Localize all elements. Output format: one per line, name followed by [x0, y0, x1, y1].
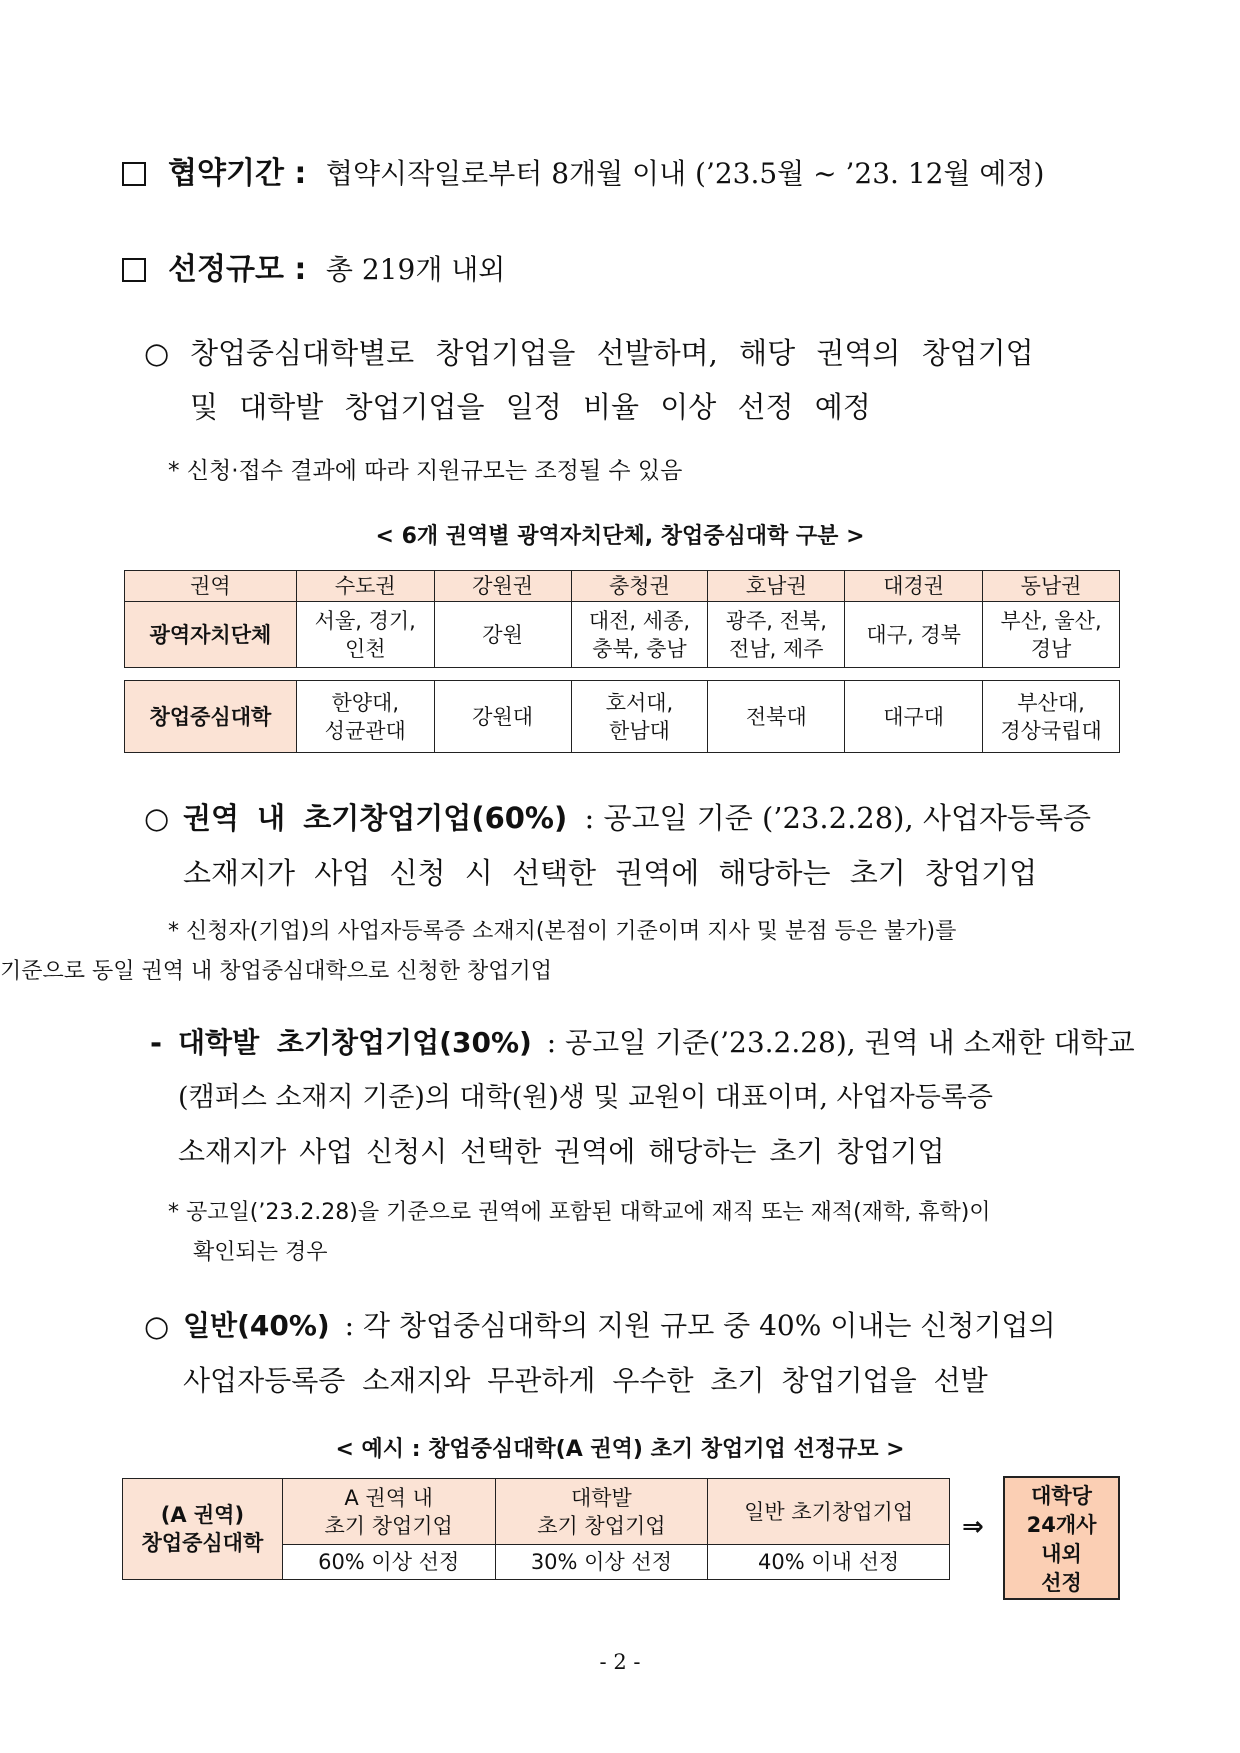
table-header-cell: 권역: [125, 571, 297, 602]
table-header-cell: 충청권: [571, 571, 708, 602]
bullet2-line1-rest: : 공고일 기준 (’23.2.28), 사업자등록증: [584, 801, 1092, 835]
table-cell: 강원: [434, 602, 571, 668]
table2-caption: < 예시 : 창업중심대학(A 권역) 초기 창업기업 선정규모 >: [335, 1437, 905, 1462]
result-line: 내외: [1041, 1542, 1082, 1566]
bullet1-line2: 및 대학발 창업기업을 일정 비율 이상 선정 예정: [190, 390, 871, 424]
period-section: [122, 148, 1044, 192]
bullet2-note-line2: 기준으로 동일 권역 내 창업중심대학으로 신청한 창업기업: [0, 959, 553, 984]
table-header-cell: 수도권: [296, 571, 434, 602]
dash1-line1-rest: : 공고일 기준(’23.2.28), 권역 내 소재한 대학교: [546, 1026, 1135, 1059]
bullet2-line2: 소재지가 사업 신청 시 선택한 권역에 해당하는 초기 창업기업: [183, 856, 1038, 890]
table-header-cell: 동남권: [983, 571, 1120, 602]
table-header-cell: 대학발 초기 창업기업: [495, 1479, 708, 1545]
checkbox-square-icon: [122, 258, 146, 282]
bullet3-title: 일반(40%): [183, 1309, 330, 1342]
dash1-marker: -: [150, 1026, 163, 1060]
dash1-note-line1: * 공고일(’23.2.28)을 기준으로 권역에 포함된 대학교에 재직 또는 재적(재학, 휴학)이: [168, 1200, 991, 1225]
table1-caption: < 6개 권역별 광역자치단체, 창업중심대학 구분 >: [375, 524, 865, 549]
table-cell: 60% 이상 선정: [282, 1545, 495, 1580]
table-cell: 부산, 울산, 경남: [983, 602, 1120, 668]
bullet3-marker: ○: [144, 1309, 170, 1343]
table-cell: 대구, 경북: [845, 602, 983, 668]
bullet2-title: 권역 내 초기창업기업(60%): [183, 801, 568, 835]
table-cell: 강원대: [434, 681, 571, 753]
bullet2-note-line1: * 신청자(기업)의 사업자등록증 소재지(본점이 기준이며 지사 및 분점 등은 불가)를: [168, 919, 957, 944]
table-cell: 호서대, 한남대: [571, 681, 708, 753]
bullet3-line1: [183, 1298, 1056, 1354]
period-text: 협약시작일로부터 8개월 이내 (’23.5월 ~ ’23. 12월 예정): [325, 157, 1045, 190]
example-table: [122, 1478, 950, 1580]
dash1-line1: [178, 1015, 1135, 1071]
table-cell: 대구대: [845, 681, 983, 753]
university-table: [124, 680, 1120, 753]
example-row-label: (A 권역) 창업중심대학: [123, 1479, 283, 1580]
table-cell: 광주, 전북, 전남, 제주: [708, 602, 845, 668]
table-header-cell: 대경권: [845, 571, 983, 602]
scale-section: [122, 244, 505, 288]
result-line: 24개사: [1026, 1513, 1097, 1537]
dash1-title: 대학발 초기창업기업(30%): [178, 1026, 532, 1059]
table-header-cell: 강원권: [434, 571, 571, 602]
table-cell: 부산대, 경상국립대: [983, 681, 1120, 753]
table-cell: 한양대, 성균관대: [296, 681, 434, 753]
scale-title: 선정규모 :: [168, 252, 307, 287]
table-cell: 40% 이내 선정: [708, 1545, 950, 1580]
page-number: - 2 -: [599, 1650, 641, 1674]
result-box: [1003, 1476, 1120, 1600]
table-cell: 서울, 경기, 인천: [296, 602, 434, 668]
bullet3-line2: 사업자등록증 소재지와 무관하게 우수한 초기 창업기업을 선발: [183, 1364, 988, 1397]
bullet3-line1-rest: : 각 창업중심대학의 지원 규모 중 40% 이내는 신청기업의: [344, 1309, 1056, 1342]
row-label-university: 창업중심대학: [125, 681, 297, 753]
checkbox-square-icon: [122, 162, 146, 186]
table-cell: 전북대: [708, 681, 845, 753]
table-cell: 30% 이상 선정: [495, 1545, 708, 1580]
bullet1-line1: 창업중심대학별로 창업기업을 선발하며, 해당 권역의 창업기업: [190, 336, 1034, 370]
period-title: 협약기간 :: [168, 156, 307, 191]
table-header-cell: A 권역 내 초기 창업기업: [282, 1479, 495, 1545]
bullet2-line1: [183, 790, 1091, 846]
bullet2-marker: ○: [144, 801, 170, 835]
scale-text: 총 219개 내외: [325, 253, 506, 286]
dash1-note-line2: 확인되는 경우: [193, 1240, 328, 1265]
region-table: [124, 570, 1120, 668]
result-line: 선정: [1041, 1571, 1082, 1595]
right-arrow-icon: ⇒: [962, 1512, 984, 1542]
result-line: 대학당: [1031, 1484, 1092, 1508]
table-cell: 대전, 세종, 충북, 충남: [571, 602, 708, 668]
bullet1-marker: ○: [144, 336, 170, 370]
dash1-line3: 소재지가 사업 신청시 선택한 권역에 해당하는 초기 창업기업: [178, 1135, 945, 1168]
table-header-cell: 일반 초기창업기업: [708, 1479, 950, 1545]
table-header-cell: 호남권: [708, 571, 845, 602]
bullet1-note: * 신청·접수 결과에 따라 지원규모는 조정될 수 있음: [168, 458, 683, 484]
row-label-local-gov: 광역자치단체: [125, 602, 297, 668]
dash1-line2: (캠퍼스 소재지 기준)의 대학(원)생 및 교원이 대표이며, 사업자등록증: [178, 1082, 994, 1113]
